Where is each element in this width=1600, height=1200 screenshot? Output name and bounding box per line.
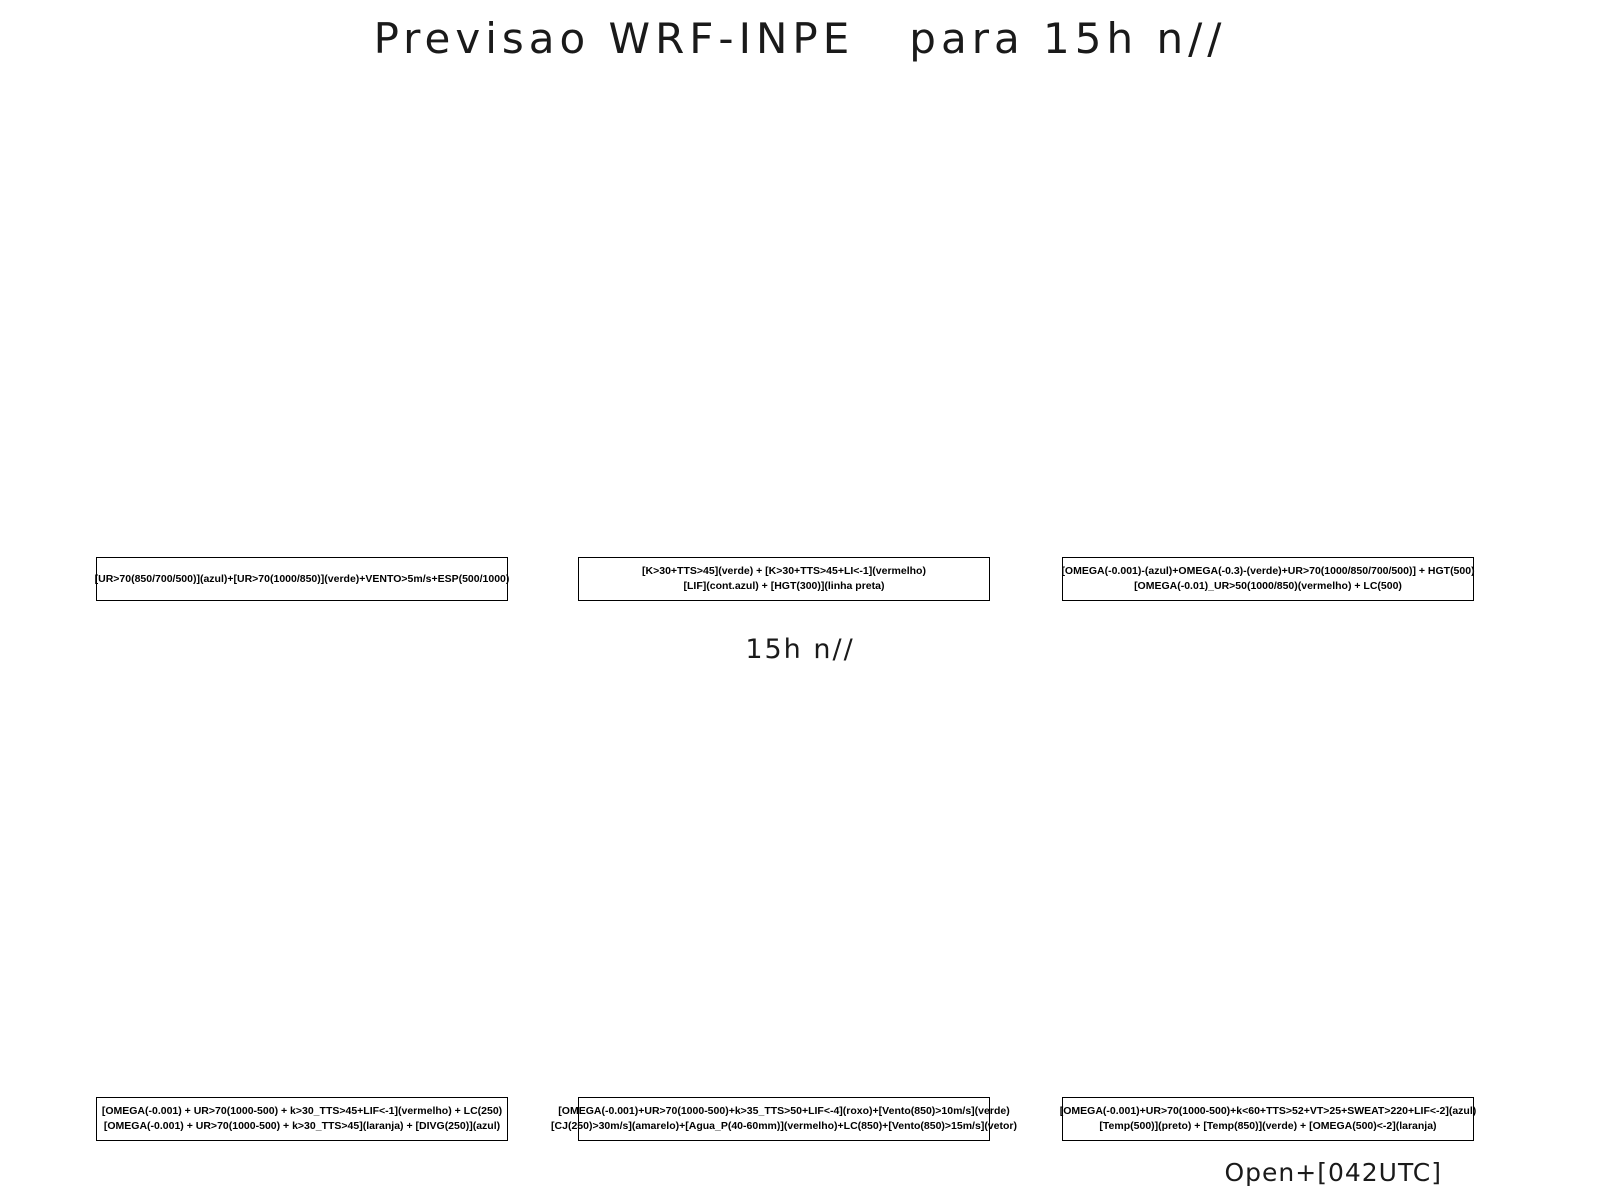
legend-line: [CJ(250)>30m/s](amarelo)+[Agua_P(40-60mm)](vermelho)+LC(850)+[Vento(850)>15m/s](vetor) bbox=[551, 1120, 1017, 1132]
middle-label: 15h n// bbox=[745, 634, 855, 665]
legend-box-bottom-left bbox=[96, 1097, 508, 1141]
legend-box-bottom-right bbox=[1059, 1097, 1477, 1141]
legend-line: [OMEGA(-0.001) + UR>70(1000-500) + k>30_TTS>45+LIF<-1](vermelho) + LC(250) bbox=[101, 1105, 503, 1117]
legend-line: [OMEGA(-0.01)_UR>50(1000/850)(vermelho) + LC(500) bbox=[1134, 580, 1402, 592]
legend-line: [K>30+TTS>45](verde) + [K>30+TTS>45+LI<-1](vermelho) bbox=[642, 565, 926, 577]
legend-box-bottom-center bbox=[551, 1097, 1017, 1141]
legend-line: [OMEGA(-0.001)+UR>70(1000-500)+k>35_TTS>50+LIF<-4](roxo)+[Vento(850)>10m/s](verde) bbox=[558, 1105, 1010, 1117]
legend-box-top-right bbox=[1062, 557, 1474, 601]
legend-line: [LIF](cont.azul) + [HGT(300)](linha preta) bbox=[683, 580, 885, 592]
legend-box-top-left bbox=[96, 557, 508, 601]
legend-line: [OMEGA(-0.001)+UR>70(1000-500)+k<60+TTS>52+VT>25+SWEAT>220+LIF<-2](azul) bbox=[1059, 1105, 1477, 1117]
legend-line: [UR>70(850/700/500)](azul)+[UR>70(1000/850)](verde)+VENTO>5m/s+ESP(500/1000) bbox=[94, 572, 510, 585]
footer-label: Open+[042UTC] bbox=[1224, 1158, 1442, 1187]
page-title: Previsao WRF-INPE para 15h n// bbox=[373, 14, 1227, 63]
legend-line: [OMEGA(-0.001)-(azul)+OMEGA(-0.3)-(verde)+UR>70(1000/850/700/500)] + HGT(500) bbox=[1061, 565, 1475, 577]
legend-box-top-center bbox=[578, 557, 990, 601]
legend-line: [OMEGA(-0.001) + UR>70(1000-500) + k>30_TTS>45](laranja) + [DIVG(250)](azul) bbox=[103, 1120, 501, 1132]
legend-line: [Temp(500)](preto) + [Temp(850)](verde) + [OMEGA(500)<-2](laranja) bbox=[1099, 1120, 1437, 1132]
